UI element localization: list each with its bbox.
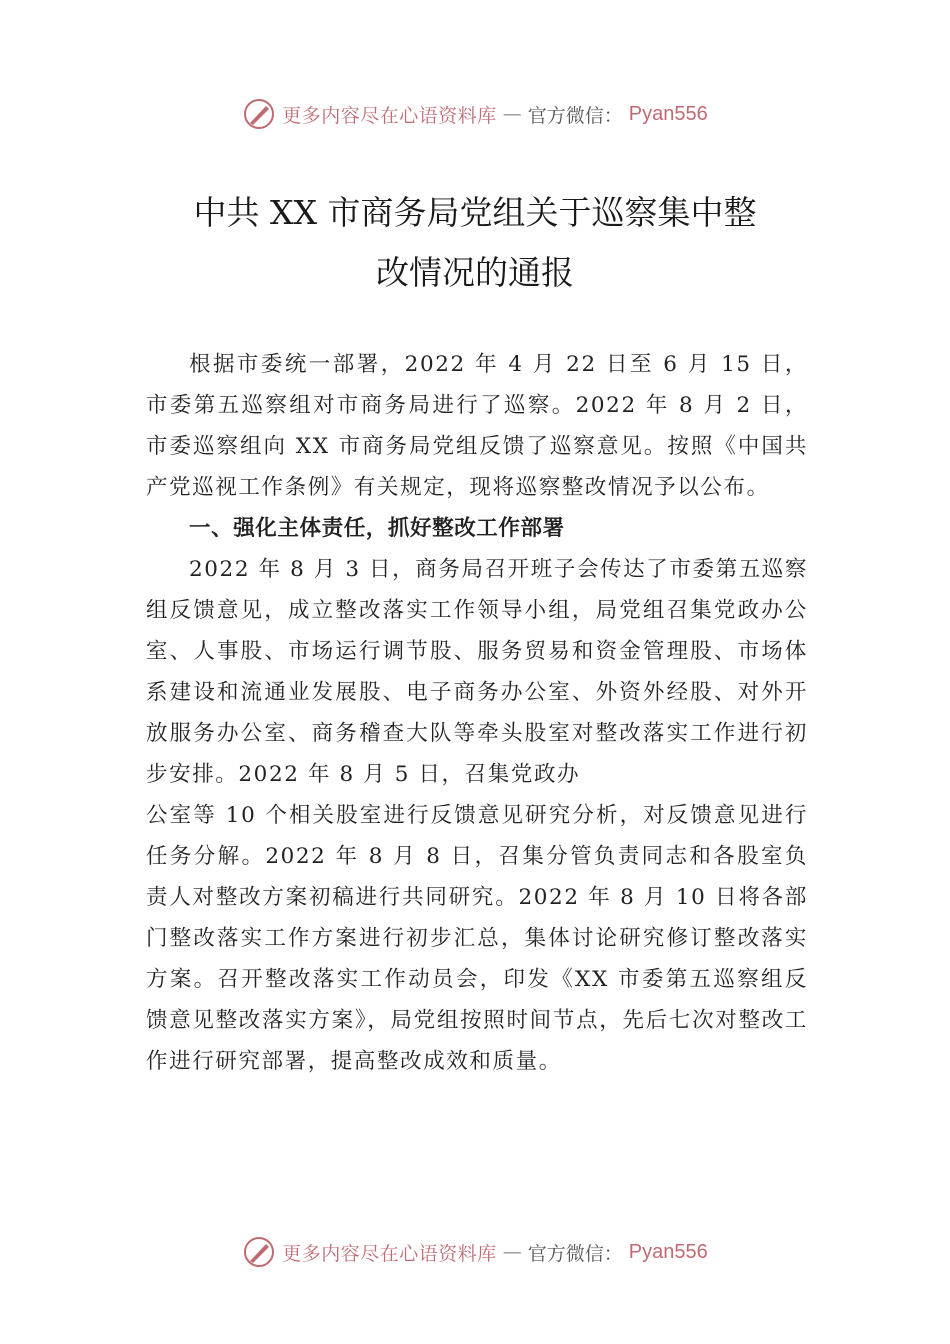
- section-heading-1: 一、强化主体责任，抓好整改工作部署: [189, 516, 565, 541]
- watermark-text: 更多内容尽在心语资料库: [282, 104, 497, 127]
- watermark-wechat-label: 官方微信：: [527, 1242, 623, 1265]
- watermark-dash: —: [502, 1241, 522, 1263]
- watermark-footer: [0, 1232, 950, 1272]
- watermark-dash: —: [502, 103, 522, 125]
- quill-logo-icon: [242, 1235, 276, 1269]
- watermark-wechat-label: 官方微信：: [527, 104, 623, 127]
- title-line-2: 改情况的通报: [376, 253, 574, 292]
- paragraph-section-1-continued: 公室等 10 个相关股室进行反馈意见研究分析，对反馈意见进行任务分解。2022 年 8 月 8 日，召集分管负责同志和各股室负责人对整改方案初稿进行共同研究。2022 年 8 月 10 日将各部门整改落实工作方案进行初步汇总，集体讨论研究修订整改落实方案。召开整改落实工作动员会，印发《XX 市委第五巡察组反馈意见整改落实方案》，局党组按照时间节点，先后七次对整改工作进行研究部署，提高整改成效和质量。: [146, 803, 808, 1074]
- paragraph-intro: 根据市委统一部署，2022 年 4 月 22 日至 6 月 15 日，市委第五巡察组对市商务局进行了巡察。2022 年 8 月 2 日，市委巡察组向 XX 市商务局党组反馈了巡察意见。按照《中国共产党巡视工作条例》有关规定，现将巡察整改情况予以公布。: [146, 352, 808, 500]
- quill-logo-icon: [242, 97, 276, 131]
- watermark-wechat-id: Pyan556: [628, 1240, 708, 1263]
- watermark-wechat-id: Pyan556: [628, 102, 708, 125]
- document-body: [146, 344, 808, 1082]
- paragraph-section-1: 2022 年 8 月 3 日，商务局召开班子会传达了市委第五巡察组反馈意见，成立整改落实工作领导小组，局党组召集党政办公室、人事股、市场运行调节股、服务贸易和资金管理股、市场体系建设和流通业发展股、电子商务办公室、外资外经股、对外开放服务办公室、商务稽查大队等牵头股室对整改落实工作进行初步安排。2022 年 8 月 5 日，召集党政办: [146, 557, 808, 787]
- watermark-text: 更多内容尽在心语资料库: [282, 1242, 497, 1265]
- watermark-header: [0, 94, 950, 134]
- title-line-1: 中共 XX 市商务局党组关于巡察集中整: [193, 193, 757, 232]
- document-title: [150, 183, 800, 303]
